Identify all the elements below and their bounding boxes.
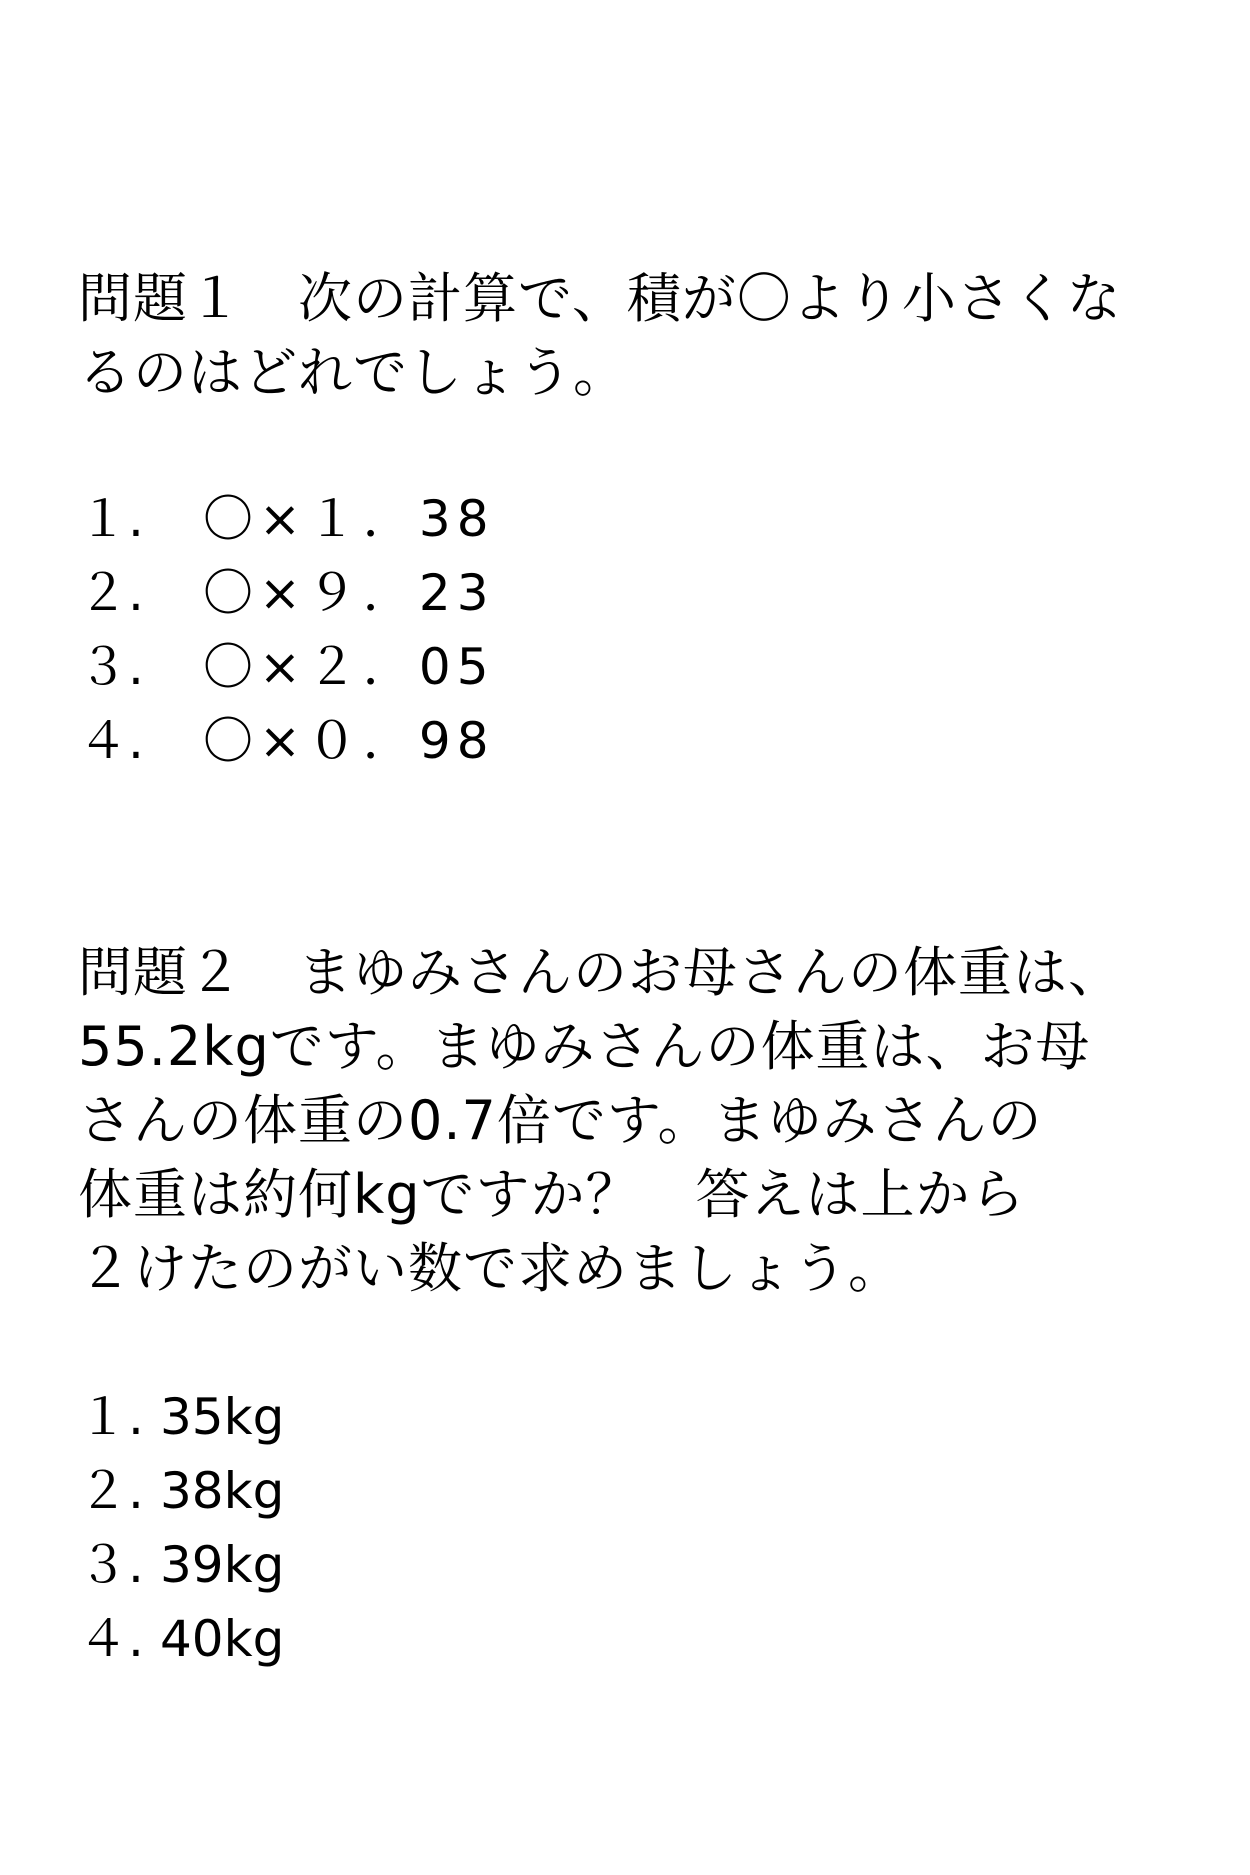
problem2-question-line: さんの体重の0.7倍です。まゆみさんの [78,1089,1043,1152]
problem2-option [78,1528,284,1602]
problem2-question-line: 問題２ まゆみさんのお母さんの体重は、 [78,941,1123,1004]
option-answer: 35kg [160,1388,285,1446]
problem1-question-line: 問題１ 次の計算で、積が〇より小さくな [78,267,1122,330]
problem1-option [78,556,495,630]
problem1-question-line: るのはどれでしょう。 [78,341,628,404]
option-number: ３. [78,1536,144,1594]
problem2-question-line: 体重は約何kgですか？ 答えは上から [78,1163,1026,1226]
option-expression: 〇×１．38 [203,490,495,548]
option-number: １. [78,490,144,548]
problem1-option [78,704,495,778]
problem1-option [78,482,495,556]
problem2-question-line: 55.2kgです。まゆみさんの体重は、お母 [78,1015,1091,1078]
option-number: １. [78,1388,144,1446]
option-expression: 〇×９．23 [203,564,495,622]
problem1-option [78,630,495,704]
problem2-question-line: ２けたのがい数で求めましょう。 [78,1237,903,1300]
option-number: ４. [78,712,144,770]
option-expression: 〇×２．05 [203,638,495,696]
option-number: ４. [78,1610,144,1668]
option-answer: 38kg [160,1462,285,1520]
option-number: ３. [78,638,144,696]
option-number: ２. [78,564,144,622]
problem2-option [78,1380,284,1454]
problem2-option [78,1454,284,1528]
problem2-option [78,1602,284,1676]
option-answer: 40kg [160,1610,285,1668]
option-expression: 〇×０．98 [203,712,495,770]
option-answer: 39kg [160,1536,285,1594]
option-number: ２. [78,1462,144,1520]
